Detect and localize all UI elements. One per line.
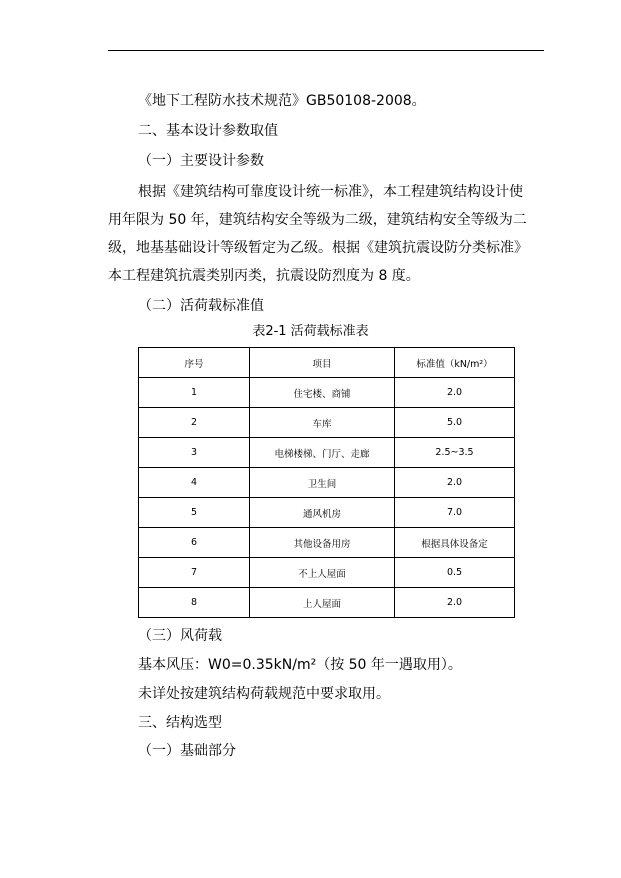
table-row <box>139 588 515 618</box>
table-cell: 5.0 <box>395 408 515 438</box>
table-cell: 0.5 <box>395 558 515 588</box>
table-row <box>139 528 515 558</box>
table-cell: 5 <box>139 498 250 528</box>
section-heading-structural-type: 三、结构选型 <box>138 715 222 731</box>
table-row <box>139 378 515 408</box>
subsection-heading-foundation: （一）基础部分 <box>138 743 236 759</box>
table-cell: 2.0 <box>395 468 515 498</box>
column-header-item: 项目 <box>250 348 395 378</box>
table-cell: 通风机房 <box>250 498 395 528</box>
unspecified-items-note: 未详处按建筑结构荷载规范中要求取用。 <box>138 686 390 702</box>
table-cell: 卫生间 <box>250 468 395 498</box>
body-paragraph-line-2: 用年限为 50 年，建筑结构安全等级为二级，建筑结构安全等级为二 <box>108 212 527 228</box>
subsection-heading-wind-load: （三）风荷载 <box>138 628 222 644</box>
table-row <box>139 408 515 438</box>
table-cell: 3 <box>139 438 250 468</box>
column-header-standard-value: 标准值（kN/m²） <box>395 348 515 378</box>
body-paragraph-line-1: 根据《建筑结构可靠度设计统一标准》，本工程建筑结构设计使 <box>138 184 523 200</box>
body-paragraph-line-4: 本工程建筑抗震类别丙类，抗震设防烈度为 8 度。 <box>108 268 420 284</box>
table-cell: 电梯楼梯、门厅、走廊 <box>250 438 395 468</box>
reference-standard-line: 《地下工程防水技术规范》GB50108-2008。 <box>138 93 426 109</box>
table-cell: 2.0 <box>395 378 515 408</box>
table-row <box>139 438 515 468</box>
table-cell: 不上人屋面 <box>250 558 395 588</box>
table-cell: 2.0 <box>395 588 515 618</box>
live-load-table <box>138 347 515 618</box>
body-paragraph-line-3: 级，地基基础设计等级暂定为乙级。根据《建筑抗震设防分类标准》 <box>108 240 528 256</box>
table-row <box>139 558 515 588</box>
table-row <box>139 498 515 528</box>
table-cell: 车库 <box>250 408 395 438</box>
table-cell: 根据具体设备定 <box>395 528 515 558</box>
table-cell: 住宅楼、商铺 <box>250 378 395 408</box>
table-caption: 表2-1 活荷载标准表 <box>252 324 369 339</box>
table-cell: 其他设备用房 <box>250 528 395 558</box>
subsection-heading-main-parameters: （一）主要设计参数 <box>138 153 264 169</box>
table-cell: 8 <box>139 588 250 618</box>
table-cell: 7 <box>139 558 250 588</box>
table-cell: 1 <box>139 378 250 408</box>
column-header-index: 序号 <box>139 348 250 378</box>
basic-wind-pressure-line: 基本风压：W0=0.35kN/m²（按 50 年一遇取用）。 <box>138 657 462 673</box>
table-cell: 7.0 <box>395 498 515 528</box>
section-heading-basic-parameters: 二、基本设计参数取值 <box>138 123 278 139</box>
table-header-row <box>139 348 515 378</box>
table-cell: 2 <box>139 408 250 438</box>
table-cell: 4 <box>139 468 250 498</box>
table-cell: 2.5~3.5 <box>395 438 515 468</box>
header-rule <box>108 50 544 51</box>
table-cell: 6 <box>139 528 250 558</box>
subsection-heading-live-load: （二）活荷载标准值 <box>138 298 264 314</box>
table-cell: 上人屋面 <box>250 588 395 618</box>
table-row <box>139 468 515 498</box>
